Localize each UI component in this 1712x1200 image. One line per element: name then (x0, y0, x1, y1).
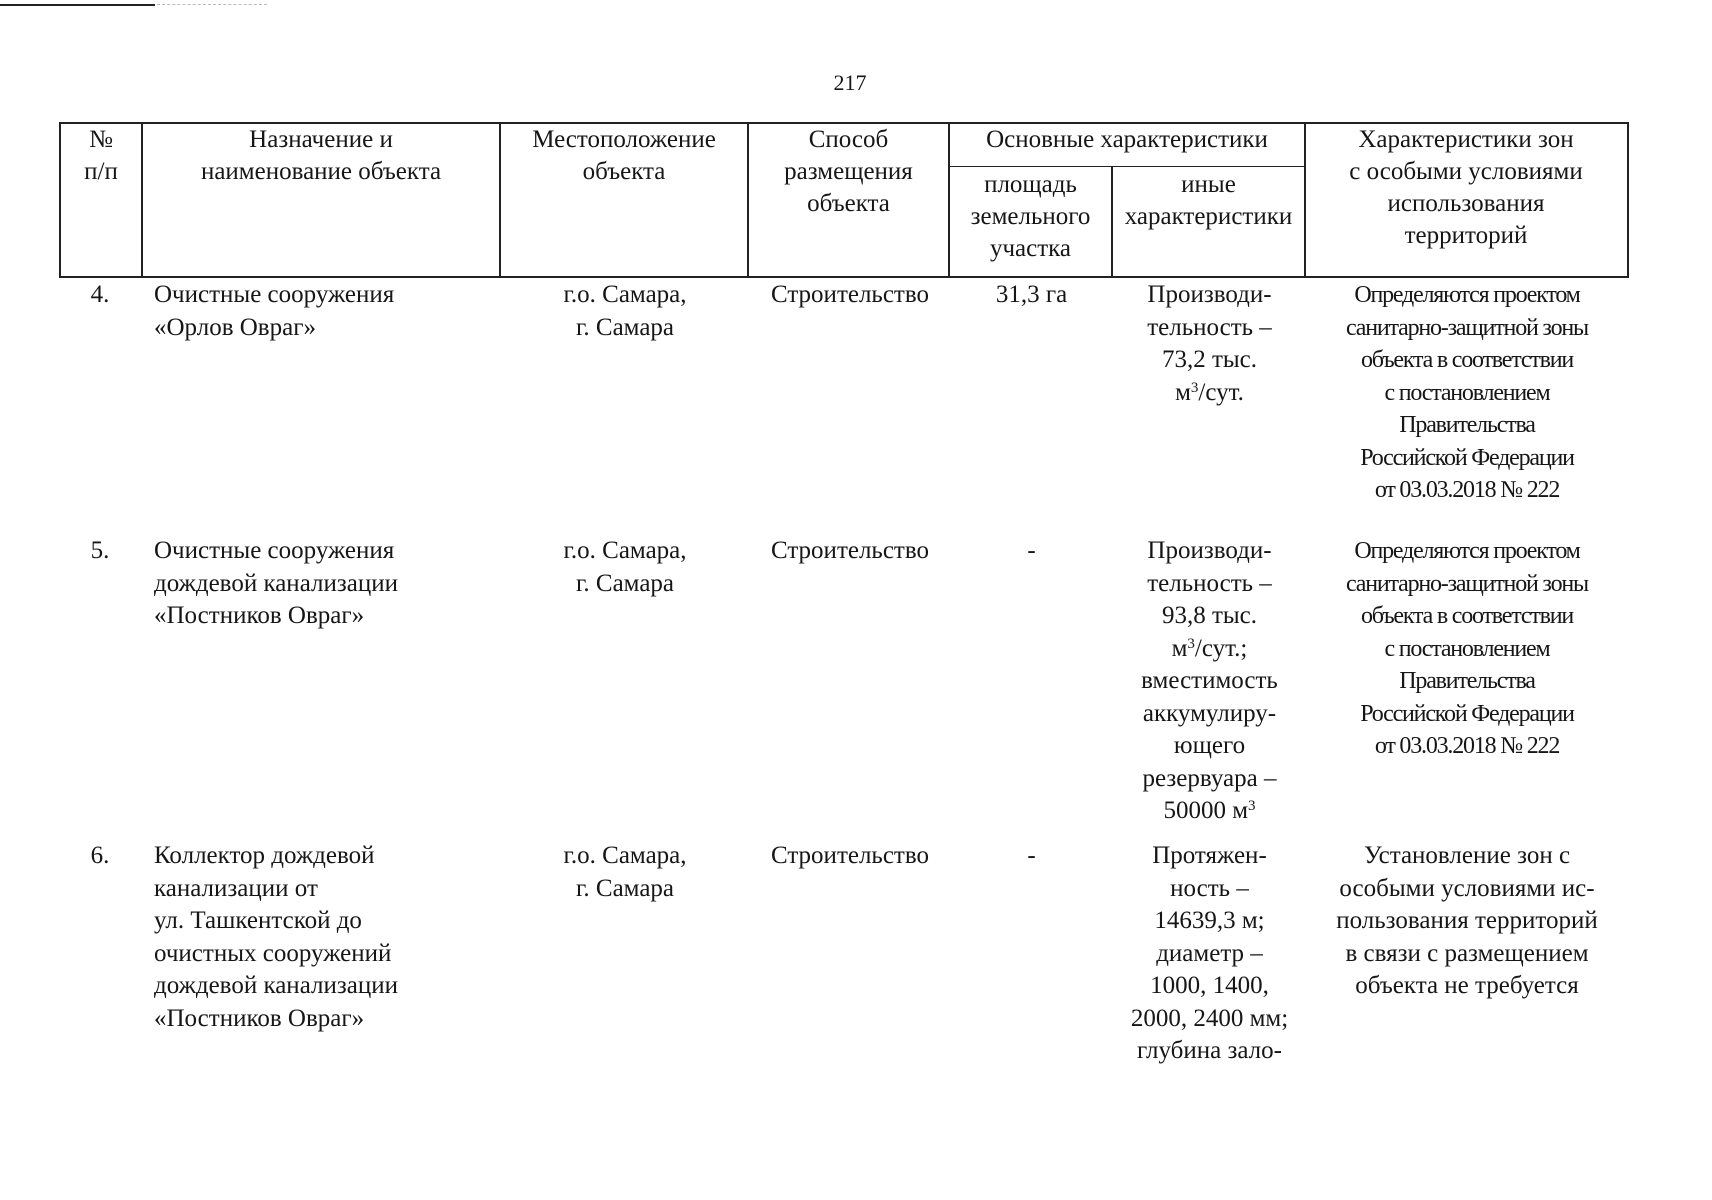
header-name: Назначение и наименование объекта (200, 126, 442, 185)
land-area: - (1027, 537, 1036, 564)
scan-artifact-dashed-line (157, 4, 267, 5)
header-method: Способ размещения объекта (784, 126, 913, 217)
object-location: г.о. Самара, г. Самара (563, 281, 687, 341)
land-area: 31,3 га (995, 281, 1068, 308)
other-characteristics (1113, 279, 1306, 409)
grid-line (141, 122, 143, 278)
header-zones: Характеристики зон с особыми условиями использования территорий (1349, 126, 1583, 249)
object-name: Коллектор дождевой канализации от ул. Ташкентской до очистных сооружений дождевой канализации «Постников Овраг» (154, 842, 398, 1032)
grid-line (948, 122, 950, 278)
header-main-characteristics: Основные характеристики (986, 126, 1268, 153)
row-number: 5. (90, 537, 110, 564)
row-number: 4. (90, 281, 110, 308)
grid-line (1627, 122, 1629, 278)
zone-characteristics: Определяются проектом санитарно-защитной зоны объекта в соответствии с постановлением Правительства Российской Федерации от 03.03.2018 № 222 (1346, 538, 1588, 759)
placement-method: Строительство (770, 281, 929, 308)
header-area: площадь земельного участка (970, 171, 1091, 262)
superscript: 3 (1187, 635, 1195, 652)
other-characteristics: Протяжен- ность – 14639,3 м; диаметр – 1000, 1400, 2000, 2400 мм; глубина зало- (1130, 842, 1289, 1064)
grid-line (949, 166, 1306, 167)
other-characteristics-text: Производи- тельность – 93,8 тыс. м (1147, 537, 1272, 662)
placement-method: Строительство (770, 537, 929, 564)
grid-line (59, 122, 1629, 124)
object-location: г.о. Самара, г. Самара (563, 842, 687, 902)
land-area: - (1027, 842, 1036, 869)
superscript: 3 (1190, 379, 1199, 396)
other-characteristics-text: /сут. (1198, 378, 1244, 406)
object-location: г.о. Самара, г. Самара (563, 537, 687, 597)
placement-method: Строительство (770, 842, 929, 869)
grid-line (1111, 166, 1113, 278)
row-number: 6. (90, 842, 110, 869)
grid-line (59, 276, 1629, 278)
other-characteristics-text: /сут.; вместимость аккумулиру- ющего резервуара – 50000 м (1141, 634, 1278, 824)
header-num: № п/п (84, 126, 118, 185)
page-number: 217 (833, 70, 867, 95)
zone-characteristics: Установление зон с особыми условиями ис- пользования территорий в связи с размещением объекта не требуется (1336, 842, 1598, 999)
object-name: Очистные сооружения дождевой канализации «Постников Овраг» (154, 537, 398, 629)
other-characteristics (1113, 535, 1306, 828)
other-characteristics-text: Производи- тельность – 73,2 тыс. м (1147, 281, 1272, 406)
grid-line (1304, 122, 1306, 278)
grid-line (499, 122, 501, 278)
object-name: Очистные сооружения «Орлов Овраг» (154, 281, 395, 341)
header-location: Местоположение объекта (532, 126, 716, 185)
grid-line (747, 122, 749, 278)
grid-line (59, 122, 61, 278)
scan-artifact-line (0, 4, 155, 6)
zone-characteristics: Определяются проектом санитарно-защитной зоны объекта в соответствии с постановлением Правительства Российской Федерации от 03.03.2018 № 222 (1346, 282, 1588, 503)
superscript: 3 (1248, 797, 1256, 814)
header-other: иные характеристики (1124, 171, 1293, 230)
